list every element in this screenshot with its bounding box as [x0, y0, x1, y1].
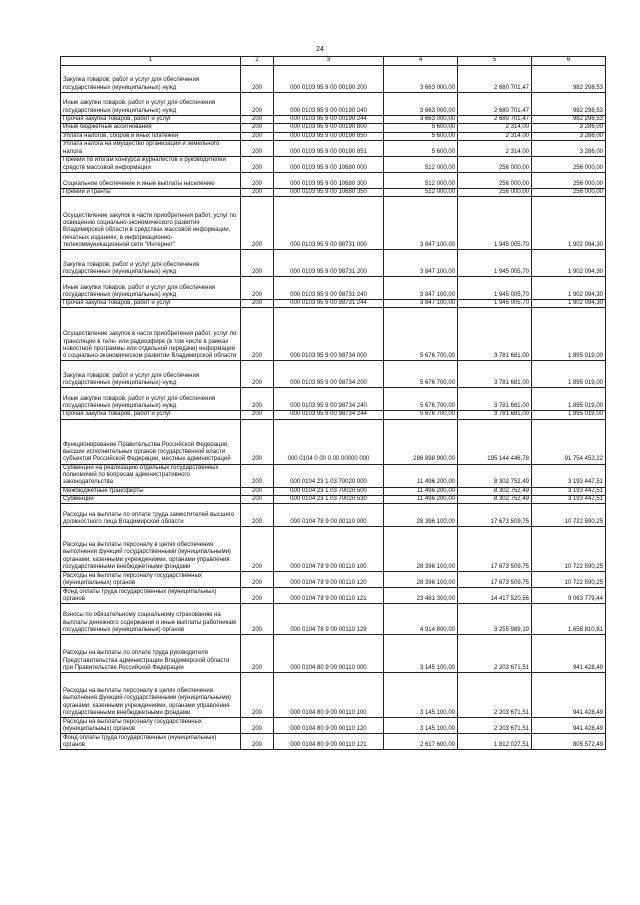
row-remaining-cell: 1 902 094,30 — [532, 300, 606, 308]
table-row — [61, 411, 606, 419]
row-executed-cell: 3 781 681,00 — [458, 411, 532, 419]
table-header-row — [61, 57, 606, 66]
table-row — [61, 250, 606, 277]
table-row — [61, 361, 606, 388]
row-name-cell: Осуществление закупок в части приобретения работ, услуг по освещению социально-экономического развития Владимирской области в средствах массовой информации, печатных изданиях, в информационно-телекоммуникационной сети "Интернет" — [61, 197, 241, 250]
row-name-cell: Прочая закупка товаров, работ и услуг — [61, 411, 241, 419]
table-row — [61, 464, 606, 487]
row-remaining-cell: 1 895 019,00 — [532, 361, 606, 388]
table-row — [61, 487, 606, 495]
row-code-cell: 200 — [241, 300, 274, 308]
row-approved-cell: 2 617 600,00 — [384, 734, 458, 750]
row-remaining-cell: 1 895 019,00 — [532, 388, 606, 411]
row-code-cell: 200 — [241, 361, 274, 388]
row-name-cell: Иные закупки товаров, работ и услуг для обеспечения государственных (муниципальных) нужд — [61, 277, 241, 300]
row-kbk-cell: 000 0104 78 9 00 00110 120 — [274, 572, 384, 588]
row-approved-cell: 3 663 000,00 — [384, 93, 458, 116]
row-code-cell: 200 — [241, 140, 274, 156]
row-name-cell: Расходы на выплаты персоналу государственных (муниципальных) органов — [61, 718, 241, 734]
table-row — [61, 124, 606, 132]
row-kbk-cell: 000 0103 95 9 00 00190 850 — [274, 132, 384, 140]
row-code-cell: 200 — [241, 718, 274, 734]
row-approved-cell: 286 898 900,00 — [384, 419, 458, 464]
row-remaining-cell: 1 902 094,30 — [532, 250, 606, 277]
row-name-cell: Иные бюджетные ассигнования — [61, 124, 241, 132]
table-row — [61, 718, 606, 734]
row-approved-cell: 3 847 100,00 — [384, 300, 458, 308]
row-approved-cell: 5 676 700,00 — [384, 388, 458, 411]
row-name-cell: Расходы на выплаты персоналу государственных (муниципальных) органов — [61, 572, 241, 588]
row-code-cell: 200 — [241, 464, 274, 487]
row-remaining-cell: 10 722 590,25 — [532, 504, 606, 527]
row-code-cell: 200 — [241, 411, 274, 419]
table-row — [61, 93, 606, 116]
row-remaining-cell: 1 902 094,30 — [532, 277, 606, 300]
table-row — [61, 132, 606, 140]
row-name-cell: Функционирование Правительства Российской Федерации, высших исполнительных органов государственной власти субъектов Российской Федерации, местных администраций — [61, 419, 241, 464]
row-kbk-cell: 000 0104 78 9 00 00110 121 — [274, 588, 384, 604]
row-kbk-cell: 000 0103 95 9 00 00190 240 — [274, 93, 384, 116]
row-kbk-cell: 000 0103 95 9 00 98731 244 — [274, 300, 384, 308]
row-executed-cell: 2 203 671,51 — [458, 635, 532, 673]
row-remaining-cell: 805 572,49 — [532, 734, 606, 750]
row-kbk-cell: 000 0103 95 9 00 10680 350 — [274, 188, 384, 196]
row-code-cell: 200 — [241, 588, 274, 604]
row-executed-cell: 3 781 681,00 — [458, 361, 532, 388]
row-approved-cell: 3 847 100,00 — [384, 250, 458, 277]
row-name-cell: Премии по итогам конкурса журналистов и руководителей средств массовой информации — [61, 156, 241, 172]
table-row — [61, 156, 606, 172]
row-remaining-cell: 941 428,49 — [532, 673, 606, 718]
row-executed-cell: 8 302 752,49 — [458, 487, 532, 495]
row-name-cell: Расходы на выплаты по оплате труда руководителя Представительства администрации Владимирской области при Правительстве Российской Федерации — [61, 635, 241, 673]
row-remaining-cell: 941 428,49 — [532, 635, 606, 673]
row-approved-cell: 4 914 800,00 — [384, 604, 458, 635]
row-executed-cell: 3 255 989,19 — [458, 604, 532, 635]
row-remaining-cell: 982 298,53 — [532, 93, 606, 116]
column-header: 2 — [241, 57, 274, 66]
row-executed-cell: 256 000,00 — [458, 156, 532, 172]
row-executed-cell: 17 673 509,75 — [458, 527, 532, 572]
row-executed-cell: 14 417 520,56 — [458, 588, 532, 604]
row-name-cell: Субвенции — [61, 496, 241, 504]
row-kbk-cell: 000 0104 23 1 03 70020 530 — [274, 496, 384, 504]
row-kbk-cell: 000 0103 95 9 00 00190 800 — [274, 124, 384, 132]
row-kbk-cell: 000 0103 95 9 00 00190 244 — [274, 116, 384, 124]
row-executed-cell: 256 000,00 — [458, 172, 532, 188]
row-name-cell: Иные закупки товаров, работ и услуг для обеспечения государственных (муниципальных) нужд — [61, 93, 241, 116]
row-approved-cell: 3 663 000,00 — [384, 66, 458, 93]
row-executed-cell: 2 314,00 — [458, 132, 532, 140]
row-kbk-cell: 000 0104 23 1 03 70020 000 — [274, 464, 384, 487]
row-name-cell: Расходы на выплаты персоналу в целях обеспечения выполнения функций государственными (муниципальными) органами, казенными учреждениями, органами управления государственными внебюджетными фондами — [61, 673, 241, 718]
row-code-cell: 200 — [241, 197, 274, 250]
row-remaining-cell: 1 658 810,81 — [532, 604, 606, 635]
row-approved-cell: 5 600,00 — [384, 140, 458, 156]
row-approved-cell: 3 145 100,00 — [384, 673, 458, 718]
table-row — [61, 527, 606, 572]
table-row — [61, 604, 606, 635]
row-code-cell: 200 — [241, 66, 274, 93]
row-name-cell: Прочая закупка товаров, работ и услуг — [61, 116, 241, 124]
row-name-cell: Иные закупки товаров, работ и услуг для обеспечения государственных (муниципальных) нужд — [61, 388, 241, 411]
row-executed-cell: 256 000,00 — [458, 188, 532, 196]
row-kbk-cell: 000 0103 95 9 00 98734 200 — [274, 361, 384, 388]
row-executed-cell: 3 781 681,00 — [458, 308, 532, 361]
row-code-cell: 200 — [241, 277, 274, 300]
row-executed-cell: 17 673 509,75 — [458, 504, 532, 527]
row-name-cell: Взносы по обязательному социальному страхованию на выплаты денежного содержания и иные выплаты работникам государственных (муниципальных) органов — [61, 604, 241, 635]
budget-table — [60, 56, 606, 750]
row-approved-cell: 3 847 100,00 — [384, 197, 458, 250]
row-approved-cell: 3 145 100,00 — [384, 635, 458, 673]
table-row — [61, 419, 606, 464]
table-row — [61, 635, 606, 673]
row-remaining-cell: 256 000,00 — [532, 156, 606, 172]
row-name-cell: Закупка товаров, работ и услуг для обеспечения государственных (муниципальных) нужд — [61, 361, 241, 388]
row-code-cell: 200 — [241, 124, 274, 132]
table-row — [61, 188, 606, 196]
table-row — [61, 300, 606, 308]
row-remaining-cell: 3 286,00 — [532, 124, 606, 132]
column-header: 1 — [61, 57, 241, 66]
row-executed-cell: 1 945 005,70 — [458, 277, 532, 300]
row-remaining-cell: 10 722 590,25 — [532, 572, 606, 588]
row-code-cell: 200 — [241, 604, 274, 635]
table-row — [61, 504, 606, 527]
row-kbk-cell: 000 0104 80 9 00 00110 120 — [274, 718, 384, 734]
row-executed-cell: 195 144 446,78 — [458, 419, 532, 464]
row-code-cell: 200 — [241, 116, 274, 124]
table-row — [61, 277, 606, 300]
row-kbk-cell: 000 0103 95 9 00 98731 200 — [274, 250, 384, 277]
row-code-cell: 200 — [241, 504, 274, 527]
row-code-cell: 200 — [241, 388, 274, 411]
row-remaining-cell: 256 000,00 — [532, 188, 606, 196]
table-row — [61, 116, 606, 124]
row-name-cell: Субвенции на реализацию отдельных государственных полномочий по вопросам административного законодательства — [61, 464, 241, 487]
row-code-cell: 200 — [241, 572, 274, 588]
row-approved-cell: 5 676 700,00 — [384, 308, 458, 361]
row-approved-cell: 5 676 700,00 — [384, 411, 458, 419]
row-name-cell: Межбюджетные трансферты — [61, 487, 241, 495]
row-remaining-cell: 9 063 779,44 — [532, 588, 606, 604]
row-kbk-cell: 000 0104 78 9 00 00110 129 — [274, 604, 384, 635]
row-code-cell: 200 — [241, 132, 274, 140]
row-remaining-cell: 10 722 590,25 — [532, 527, 606, 572]
row-approved-cell: 512 000,00 — [384, 188, 458, 196]
row-executed-cell: 2 203 671,51 — [458, 718, 532, 734]
row-code-cell: 200 — [241, 188, 274, 196]
row-code-cell: 200 — [241, 487, 274, 495]
row-approved-cell: 5 676 700,00 — [384, 361, 458, 388]
row-name-cell: Осуществление закупок в части приобретения работ, услуг по трансляции в теле- или радиоэфире (в том числе в рамках новостной программы или отдельной передачи) информации о социально-экономическом развитии Владимирской области — [61, 308, 241, 361]
row-approved-cell: 28 396 100,00 — [384, 527, 458, 572]
row-approved-cell: 28 396 100,00 — [384, 504, 458, 527]
row-executed-cell: 1 945 005,70 — [458, 197, 532, 250]
row-kbk-cell: 000 0104 78 9 00 00110 000 — [274, 504, 384, 527]
row-kbk-cell: 000 0103 95 9 00 98731 000 — [274, 197, 384, 250]
row-remaining-cell: 256 000,00 — [532, 172, 606, 188]
row-kbk-cell: 000 0103 95 9 00 98734 000 — [274, 308, 384, 361]
row-approved-cell: 5 600,00 — [384, 124, 458, 132]
row-remaining-cell: 1 895 019,00 — [532, 411, 606, 419]
row-kbk-cell: 000 0104 80 9 00 00110 000 — [274, 635, 384, 673]
row-approved-cell: 3 145 100,00 — [384, 718, 458, 734]
row-kbk-cell: 000 0103 95 9 00 10680 300 — [274, 172, 384, 188]
row-executed-cell: 2 680 701,47 — [458, 116, 532, 124]
row-executed-cell: 1 945 005,70 — [458, 250, 532, 277]
row-executed-cell: 17 673 509,75 — [458, 572, 532, 588]
table-row — [61, 588, 606, 604]
row-name-cell: Закупка товаров, работ и услуг для обеспечения государственных (муниципальных) нужд — [61, 250, 241, 277]
row-remaining-cell: 982 298,53 — [532, 116, 606, 124]
table-row — [61, 496, 606, 504]
column-header: 3 — [274, 57, 384, 66]
row-remaining-cell: 982 298,53 — [532, 66, 606, 93]
table-row — [61, 172, 606, 188]
row-approved-cell: 3 847 100,00 — [384, 277, 458, 300]
row-executed-cell: 2 680 701,47 — [458, 66, 532, 93]
row-name-cell: Расходы на выплаты персоналу в целях обеспечения выполнения функций государственными (муниципальными) органами, казенными учреждениями, органами управления государственными внебюджетными фондами — [61, 527, 241, 572]
row-remaining-cell: 91 754 453,22 — [532, 419, 606, 464]
row-approved-cell: 28 396 100,00 — [384, 572, 458, 588]
table-row — [61, 673, 606, 718]
row-code-cell: 200 — [241, 419, 274, 464]
column-header: 4 — [384, 57, 458, 66]
table-row — [61, 734, 606, 750]
row-approved-cell: 512 000,00 — [384, 156, 458, 172]
row-remaining-cell: 941 428,49 — [532, 718, 606, 734]
column-header: 5 — [458, 57, 532, 66]
row-approved-cell: 23 481 300,00 — [384, 588, 458, 604]
row-executed-cell: 8 302 752,49 — [458, 464, 532, 487]
table-row — [61, 197, 606, 250]
row-executed-cell: 2 203 671,51 — [458, 673, 532, 718]
row-code-cell: 200 — [241, 308, 274, 361]
row-code-cell: 200 — [241, 93, 274, 116]
row-name-cell: Закупка товаров, работ и услуг для обеспечения государственных (муниципальных) нужд — [61, 66, 241, 93]
table-row — [61, 572, 606, 588]
row-name-cell: Фонд оплаты труда государственных (муниципальных) органов — [61, 588, 241, 604]
row-kbk-cell: 000 0103 95 9 00 10680 000 — [274, 156, 384, 172]
table-row — [61, 140, 606, 156]
row-name-cell: Уплата налогов, сборов и иных платежей — [61, 132, 241, 140]
row-kbk-cell: 000 0103 95 9 00 98734 240 — [274, 388, 384, 411]
row-remaining-cell: 3 286,00 — [532, 140, 606, 156]
row-name-cell: Уплата налога на имущество организаций и земельного налога — [61, 140, 241, 156]
row-kbk-cell: 000 0103 95 9 00 98731 240 — [274, 277, 384, 300]
row-approved-cell: 11 496 200,00 — [384, 496, 458, 504]
row-remaining-cell: 1 902 094,30 — [532, 197, 606, 250]
row-remaining-cell: 3 286,00 — [532, 132, 606, 140]
row-code-cell: 200 — [241, 734, 274, 750]
row-kbk-cell: 000 0104 23 1 03 70020 500 — [274, 487, 384, 495]
row-code-cell: 200 — [241, 156, 274, 172]
row-kbk-cell: 000 0103 95 9 00 00190 200 — [274, 66, 384, 93]
row-kbk-cell: 000 0103 95 9 00 00190 851 — [274, 140, 384, 156]
row-name-cell: Прочая закупка товаров, работ и услуг — [61, 300, 241, 308]
row-kbk-cell: 000 0104 78 9 00 00110 100 — [274, 527, 384, 572]
row-executed-cell: 1 945 005,70 — [458, 300, 532, 308]
row-executed-cell: 1 812 027,51 — [458, 734, 532, 750]
row-remaining-cell: 1 895 019,00 — [532, 308, 606, 361]
row-executed-cell: 3 781 681,00 — [458, 388, 532, 411]
row-code-cell: 200 — [241, 496, 274, 504]
row-approved-cell: 11 496 200,00 — [384, 464, 458, 487]
row-kbk-cell: 000 0104 80 9 00 00110 100 — [274, 673, 384, 718]
row-name-cell: Фонд оплаты труда государственных (муниципальных) органов — [61, 734, 241, 750]
row-executed-cell: 8 302 752,49 — [458, 496, 532, 504]
row-approved-cell: 5 600,00 — [384, 132, 458, 140]
row-executed-cell: 2 314,00 — [458, 140, 532, 156]
row-executed-cell: 2 680 701,47 — [458, 93, 532, 116]
row-kbk-cell: 000 0104 0 00 0 00 00000 000 — [274, 419, 384, 464]
row-code-cell: 200 — [241, 635, 274, 673]
row-code-cell: 200 — [241, 250, 274, 277]
table-row — [61, 308, 606, 361]
row-approved-cell: 3 663 000,00 — [384, 116, 458, 124]
row-remaining-cell: 3 193 447,51 — [532, 487, 606, 495]
row-code-cell: 200 — [241, 673, 274, 718]
row-remaining-cell: 3 193 447,51 — [532, 496, 606, 504]
column-header: 6 — [532, 57, 606, 66]
table-row — [61, 66, 606, 93]
row-kbk-cell: 000 0104 80 9 00 00110 121 — [274, 734, 384, 750]
row-kbk-cell: 000 0103 95 9 00 98734 244 — [274, 411, 384, 419]
page-number: 24 — [316, 46, 324, 53]
table-row — [61, 388, 606, 411]
row-code-cell: 200 — [241, 172, 274, 188]
row-approved-cell: 11 496 200,00 — [384, 487, 458, 495]
row-code-cell: 200 — [241, 527, 274, 572]
row-name-cell: Социальное обеспечение и иные выплаты населению — [61, 172, 241, 188]
row-name-cell: Расходы на выплаты по оплате труда заместителей высшего должностного лица Владимирской области — [61, 504, 241, 527]
row-approved-cell: 512 000,00 — [384, 172, 458, 188]
row-name-cell: Премии и гранты — [61, 188, 241, 196]
row-remaining-cell: 3 193 447,51 — [532, 464, 606, 487]
row-executed-cell: 2 314,00 — [458, 124, 532, 132]
